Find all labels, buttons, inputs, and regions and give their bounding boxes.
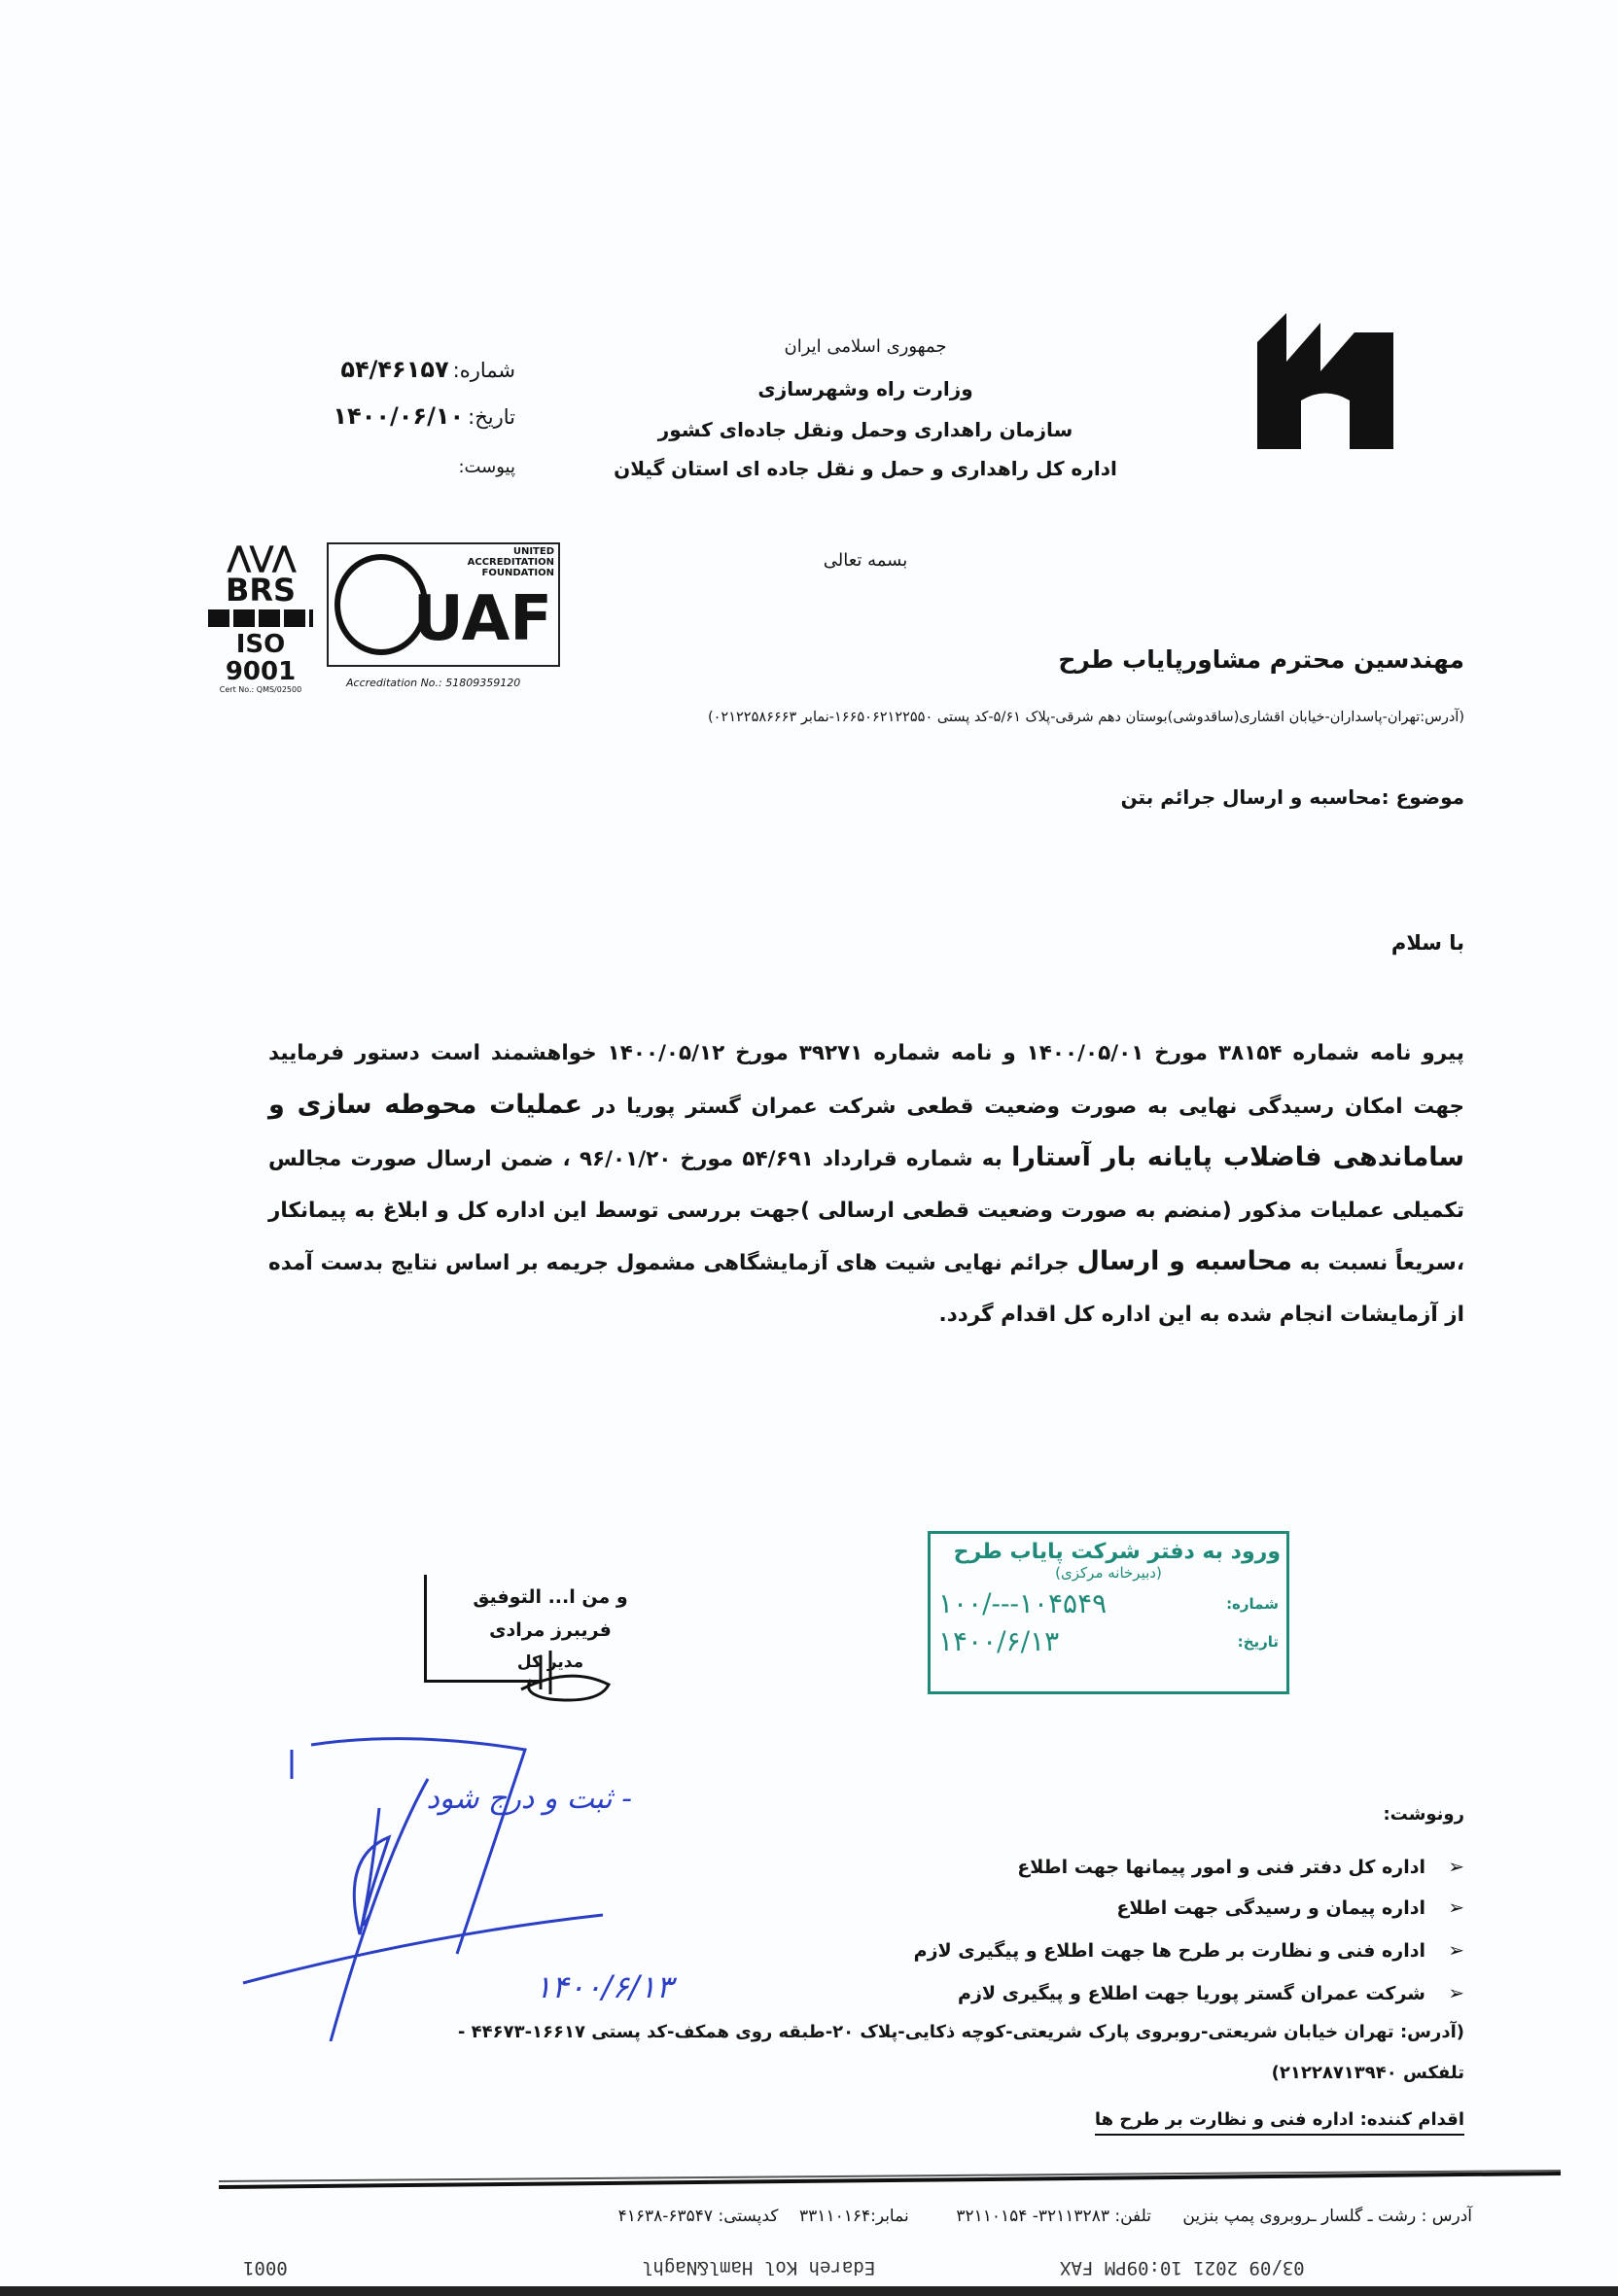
cc-label: رونوشت: — [1383, 1804, 1464, 1825]
cc-item — [958, 1981, 1464, 2004]
handwritten-signature — [233, 1721, 856, 2041]
signatory-name: فریبرز مرادی — [489, 1619, 612, 1641]
stamp-number-value: ۱۰۰/---۱۰۴۵۴۹ — [938, 1587, 1108, 1619]
uaf-text: UAF — [412, 583, 552, 655]
receipt-stamp — [928, 1531, 1289, 1694]
body-text-2: به شماره قرارداد ۵۴/۶۹۱ مورخ ۹۶/۰۱/۲۰ ، ضمن ارسال صورت مجالس تکمیلی عملیات مذکور (منضم به صورت وضعیت قطعی ارسالی )جهت بررسی توسط این اداره کل و ابلاغ به پیمانکار ،سریعاً نسبت به — [268, 1147, 1464, 1275]
stamp-number-label: شماره: — [1226, 1594, 1279, 1613]
iso-text: ISO 9001 — [225, 630, 297, 686]
signature-scribble — [511, 1646, 638, 1714]
number-value: ۵۴/۴۶۱۵۷ — [340, 356, 449, 383]
cc-item — [914, 1938, 1464, 1962]
date-label: تاریخ: — [468, 405, 515, 429]
cc-item — [1017, 1855, 1464, 1878]
arrow-icon: ➢ — [1448, 1938, 1464, 1962]
ministry-logo — [1248, 303, 1403, 454]
closing-signature-block — [424, 1563, 648, 1719]
fax-header-timestamp: 03/09 2021 10:09PM FAX — [1060, 2257, 1305, 2279]
brs-logo: ⋀⋁⋀ BRS ISO 9001 Cert No.: QMS/02500 — [202, 540, 319, 694]
uaf-logo — [327, 542, 560, 667]
footer-postal: کدپستی: ۶۳۵۴۷-۴۱۶۳۸ — [617, 2207, 779, 2226]
footer-address: آدرس : رشت ـ گلسار ـروبروی پمپ بنزین — [1182, 2207, 1472, 2226]
date-value: ۱۴۰۰/۰۶/۱۰ — [333, 402, 465, 430]
cc-item-text: اداره فنی و نظارت بر طرح ها جهت اطلاع و پیگیری لازم — [913, 1940, 1425, 1962]
body-text-3: جرائم نهایی شیت های آزمایشگاهی مشمول جریمه بر اساس نتایج بدست آمده از آزمایشات انجام شده به این اداره کل اقدام گردد. — [268, 1251, 1464, 1327]
bismillah: بسمه تعالی — [823, 550, 908, 571]
footer-divider — [219, 2170, 1561, 2191]
footer-contact — [618, 2207, 1472, 2226]
arrow-icon: ➢ — [1448, 1855, 1464, 1878]
cc-address-line-2: تلفکس ۲۱۲۲۸۷۱۳۹۴۰) — [1271, 2063, 1464, 2083]
footer-phone: تلفن: ۳۲۱۱۳۲۸۳- ۳۲۱۱۰۱۵۴ — [956, 2207, 1151, 2226]
certification-logos — [202, 540, 562, 696]
cc-item-text: اداره کل دفتر فنی و امور پیمانها جهت اطلاع — [1017, 1857, 1425, 1878]
stamp-date-value: ۱۴۰۰/۶/۱۳ — [938, 1625, 1060, 1657]
attachment-label: پیوست: — [458, 457, 515, 477]
recipient-address: (آدرس:تهران-پاسداران-خیابان اقشاری(ساقدوشی)بوستان دهم شرقی-پلاک ۵/۶۱-کد پستی ۱۶۶۵۰۶۲۱۲۲۵۵۰-نمابر ۰۲۱۲۲۵۸۶۶۶۳) — [707, 710, 1464, 725]
cc-item-text: اداره پیمان و رسیدگی جهت اطلاع — [1116, 1897, 1425, 1919]
arrow-icon: ➢ — [1448, 1981, 1464, 2004]
action-by: اقدام کننده: اداره فنی و نظارت بر طرح ها — [1095, 2109, 1464, 2136]
cc-address-line-1: (آدرس: تهران خیابان شریعتی-روبروی پارک شریعتی-کوچه ذکایی-پلاک ۲۰-طبقه روی همکف-کد پستی ۱۶۶۱۷-۴۴۶۷۳ - — [457, 2022, 1464, 2042]
fax-page-number: 0001 — [243, 2257, 288, 2279]
scan-edge — [0, 2286, 1618, 2296]
brs-text: BRS — [225, 572, 297, 609]
cc-item — [1116, 1896, 1464, 1919]
uaf-title: UNITED ACCREDITATION FOUNDATION — [467, 546, 554, 578]
footer-fax: نمابر:۳۳۱۱۰۱۶۴ — [799, 2207, 909, 2226]
arrow-icon: ➢ — [1448, 1896, 1464, 1919]
closing-phrase: و من ا... التوفیق — [473, 1586, 628, 1608]
number-label: شماره: — [452, 359, 515, 382]
body-emphasis: محاسبه و ارسال — [1076, 1246, 1292, 1276]
stamp-date-label: تاریخ: — [1237, 1632, 1279, 1651]
signatory-title: مدیر کل — [516, 1652, 584, 1672]
subject: موضوع :محاسبه و ارسال جرائم بتن — [1120, 785, 1464, 809]
greeting: با سلام — [1390, 931, 1464, 955]
handwritten-date: ۱۴۰۰/۶/۱۳ — [535, 1968, 673, 2005]
letter-number — [272, 356, 515, 383]
handwritten-note: - ثبت و درج شود — [426, 1782, 632, 1816]
recipient: مهندسین محترم مشاورپایاب طرح — [1058, 645, 1464, 674]
project-name: عملیات محوطه سازی و ساماندهی فاضلاب پایانه بار آستارا — [268, 1089, 1464, 1172]
cert-number: Cert No.: QMS/02500 — [219, 685, 302, 694]
fax-header-sender: Edareh Kol Haml&Naghl — [642, 2257, 876, 2279]
cc-item-text: شرکت عمران گستر پوریا جهت اطلاع و پیگیری لازم — [958, 1983, 1425, 2004]
letter-date — [272, 402, 515, 430]
header-line-4: اداره کل راهداری و حمل و نقل جاده ای استان گیلان — [614, 457, 1117, 480]
letter-body — [268, 1028, 1464, 1340]
body-text-1: پیرو نامه شماره ۳۸۱۵۴ مورخ ۱۴۰۰/۰۵/۰۱ و نامه شماره ۳۹۲۷۱ مورخ ۱۴۰۰/۰۵/۱۲ خواهشمند است دستور فرمایید جهت امکان رسیدگی نهایی به صورت وضعیت قطعی شرکت عمران گستر پوریا در — [268, 1041, 1465, 1119]
stamp-subtitle: (دبیرخانه مرکزی) — [1055, 1564, 1162, 1582]
accreditation-number: Accreditation No.: 51809359120 — [346, 677, 521, 689]
header-line-2: وزارت راه وشهرسازی — [757, 377, 973, 400]
header-line-1: جمهوری اسلامی ایران — [784, 336, 947, 357]
header-line-3: سازمان راهداری وحمل ونقل جاده‌ای کشور — [657, 418, 1073, 441]
stamp-title: ورود به دفتر شرکت پایاب طرح — [953, 1540, 1281, 1564]
